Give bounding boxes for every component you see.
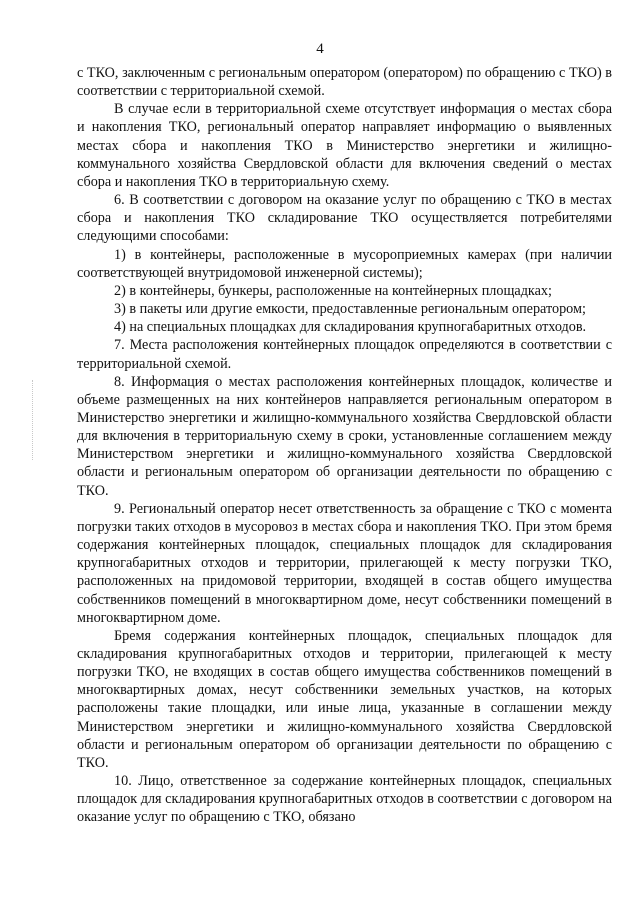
list-item-3: 3) в пакеты или другие емкости, предоставленные региональным оператором; <box>114 301 586 318</box>
list-item-4: 4) на специальных площадках для складирования крупногабаритных отходов. <box>114 319 587 336</box>
paragraph-clause-9: 9. Региональный оператор несет ответственность за обращение с ТКО с момента погрузки таких отходов в мусоровоз в местах сбора и накопления ТКО. При этом бремя содержания контейнерных площадок, специальных площадок для складирования крупногабаритных отходов и территории, прилегающей к месту погрузки ТКО, расположенных на придомовой территории, входящей в состав общего имущества собственников помещений в многоквартирном доме, несут собственники помещений в многоквартирном доме. <box>77 500 612 626</box>
paragraph-clause-7: 7. Места расположения контейнерных площадок определяются в соответствии с территориальной схемой. <box>77 337 612 372</box>
margin-mark <box>32 380 34 460</box>
list-item-2: 2) в контейнеры, бункеры, расположенные на контейнерных площадках; <box>114 282 552 299</box>
paragraph-continuation: с ТКО, заключенным с региональным оператором (оператором) по обращению с ТКО) в соответствии с территориальной схемой. <box>77 65 612 100</box>
paragraph-clause-10: 10. Лицо, ответственное за содержание контейнерных площадок, специальных площадок для складирования крупногабаритных отходов в соответствии с договором на оказание услуг по обращению с ТКО, обязано <box>77 773 612 826</box>
paragraph-missing-info: В случае если в территориальной схеме отсутствует информация о местах сбора и накопления ТКО, региональный оператор направляет информацию о выявленных местах сбора и накопления ТКО в Министерство энергетики и жилищно-коммунального хозяйства Свердловской области для включения сведений о местах сбора и накопления ТКО в территориальную схему. <box>77 101 612 190</box>
paragraph-burden: Бремя содержания контейнерных площадок, специальных площадок для складирования крупногабаритных отходов и территории, прилегающей к месту погрузки ТКО, не входящих в состав общего имущества собственников помещений в многоквартирных домах, несут собственники земельных участков, на которых расположены такие площадки, или иные лица, указанные в соглашении между Министерством энергетики и жилищно-коммунального хозяйства Свердловской области и региональным оператором об организации деятельности по обращению с ТКО. <box>77 627 612 771</box>
paragraph-clause-6: 6. В соответствии с договором на оказание услуг по обращению с ТКО в местах сбора и накопления ТКО складирование ТКО осуществляется потребителями следующими способами: <box>77 192 612 245</box>
page-number: 4 <box>316 41 324 57</box>
document-body <box>77 64 612 827</box>
paragraph-clause-8: 8. Информация о местах расположения контейнерных площадок, количестве и объеме размещенных на них контейнеров направляется региональным оператором в Министерство энергетики и жилищно-коммунального хозяйства Свердловской области для включения в территориальную схему в сроки, установленные соглашением между Министерством энергетики и жилищно-коммунального хозяйства Свердловской области и региональным оператором об организации деятельности по обращению с ТКО. <box>77 373 612 499</box>
list-item-1: 1) в контейнеры, расположенные в мусороприемных камерах (при наличии соответствующей внутридомовой инженерной системы); <box>77 246 612 281</box>
